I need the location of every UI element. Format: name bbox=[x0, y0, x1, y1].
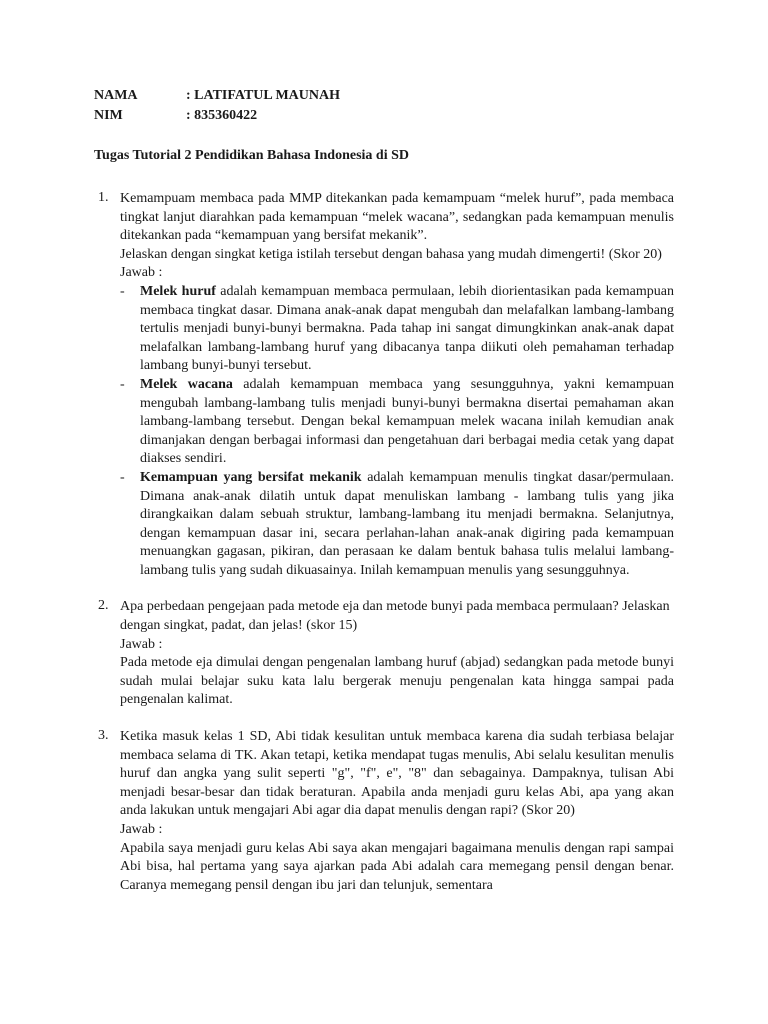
question-number: 3. bbox=[98, 728, 109, 744]
answer-item bbox=[120, 469, 674, 581]
name-value: : LATIFATUL MAUNAH bbox=[186, 88, 340, 103]
question-number: 2. bbox=[98, 598, 109, 614]
answer-label: Jawab : bbox=[120, 822, 163, 837]
question-text: Apa perbedaan pengejaan pada metode eja dan metode bunyi pada membaca permulaan? Jelaskan dengan singkat, padat, dan jelas! (skor 15) bbox=[120, 599, 670, 634]
nim-value: : 835360422 bbox=[186, 108, 258, 123]
question-text: Kemampuam membaca pada MMP ditekankan pada kemampuam “melek huruf”, pada membaca tingkat lanjut diarahkan pada kemampuan “melek wacana”, sedangkan pada kemampuan menulis ditekankan pada “kemampuan yang bersifat mekanik”. bbox=[120, 191, 674, 244]
question-3 bbox=[94, 728, 674, 895]
name-label: NAMA bbox=[94, 88, 138, 103]
document-title: Tugas Tutorial 2 Pendidikan Bahasa Indonesia di SD bbox=[94, 148, 410, 163]
answer-term: Melek wacana bbox=[140, 376, 233, 392]
dash-bullet: - bbox=[120, 376, 125, 392]
answer-text: adalah kemampuan menulis tingkat dasar/permulaan. Dimana anak-anak dilatih untuk dapat menuliskan lambang - lambang tulis yang jika dirangkaikan dalam sebuah struktur, lambang-lambang itu menjadi bermakna. Selanjutnya, dengan kemampuan dasar ini, secara perlahan-lahan anak-anak digiring pada kemampuan menuangkan gagasan, pikiran, dan perasaan ke dalam bentuk bahasa tulis melalui lambang-lambang tulis yang sudah dikuasainya. Inilah kemampuan menulis yang sesungguhnya. bbox=[140, 469, 674, 578]
question-2 bbox=[94, 598, 674, 710]
answer-text: adalah kemampuan membaca yang sesungguhnya, yakni kemampuan mengubah lambang-lambang tulis menjadi bunyi-bunyi bermakna disertai pemahaman akan lambang-lambang tersebut. Dengan bekal kemampuan melek wacana inilah kemudian anak dimanjakan dengan berbagai informasi dan pengetahuan dari berbagai media cetak yang dapat diakses sendiri. bbox=[140, 376, 674, 467]
dash-bullet: - bbox=[120, 469, 125, 485]
question-list bbox=[94, 190, 674, 895]
answer-label: Jawab : bbox=[120, 636, 163, 652]
answer-item bbox=[120, 376, 674, 469]
question-instruction: Jelaskan dengan singkat ketiga istilah tersebut dengan bahasa yang mudah dimengerti! (Skor 20) bbox=[120, 246, 662, 262]
question-text: Ketika masuk kelas 1 SD, Abi tidak kesulitan untuk membaca karena dia sudah terbiasa belajar membaca selama di TK. Akan tetapi, ketika mendapat tugas menulis, Abi selalu kesulitan menulis huruf dan angka yang sulit seperti "g", "f", e", "8" dan sebagainya. Dampaknya, tulisan Abi menjadi besar-besar dan tidak beraturan. Apabila anda menjadi guru kelas Abi, apa yang akan anda lakukan untuk mengajari Abi agar dia dapat menulis dengan rapi? (Skor 20) bbox=[120, 729, 674, 819]
nim-label: NIM bbox=[94, 108, 123, 123]
name-row bbox=[94, 86, 674, 106]
answer-item bbox=[120, 283, 674, 376]
answer-text: Pada metode eja dimulai dengan pengenalan lambang huruf (abjad) sedangkan pada metode bunyi sudah mulai belajar suku kata lalu bergerak menuju pengenalan kata hingga sampai pada pengenalan kalimat. bbox=[120, 655, 674, 708]
answer-text: Apabila saya menjadi guru kelas Abi saya akan mengajari bagaimana menulis dengan rapi sampai Abi bisa, hal pertama yang saya ajarkan pada Abi adalah cara memegang pensil dengan benar. Caranya memegang pensil dengan ibu jari dan telunjuk, sementara bbox=[120, 840, 674, 893]
answer-label: Jawab : bbox=[120, 265, 163, 281]
answer-list bbox=[120, 283, 674, 581]
question-1 bbox=[94, 190, 674, 580]
question-number: 1. bbox=[98, 190, 109, 205]
nim-row bbox=[94, 106, 674, 126]
dash-bullet: - bbox=[120, 283, 125, 299]
answer-term: Kemampuan yang bersifat mekanik bbox=[140, 469, 362, 485]
answer-term: Melek huruf bbox=[140, 283, 216, 299]
answer-text: adalah kemampuan membaca permulaan, lebih diorientasikan pada kemampuan membaca tingkat dasar. Dimana anak-anak dapat mengubah dan melafalkan lambang-lambang tertulis menjadi bunyi-bunyi bermakna. Pada tahap ini sangat dimungkinkan anak-anak dapat melafalkan lambang-lambang huruf yang dibacanya tanpa diikuti oleh pemahaman terhadap lambang bunyi-bunyi tersebut. bbox=[140, 283, 674, 374]
document-page bbox=[94, 86, 674, 913]
